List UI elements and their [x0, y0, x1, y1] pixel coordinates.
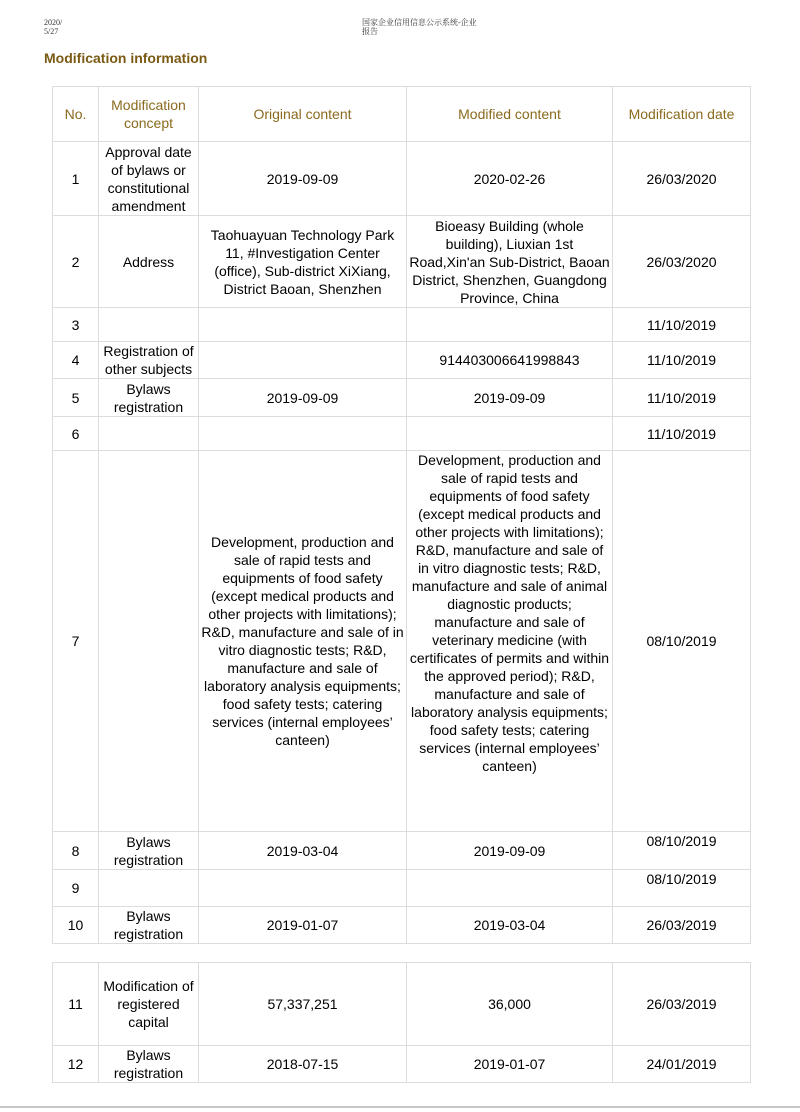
column-header-modified: Modified content	[407, 87, 613, 142]
section-title: Modification information	[44, 50, 208, 66]
cell-no: 5	[53, 379, 99, 417]
table-row	[53, 417, 751, 451]
cell-modified: 2019-09-09	[407, 832, 613, 870]
cell-modified: Development, production and sale of rapid tests and equipments of food safety (except medical products and other projects with limitations); R&D, manufacture and sale of in vitro diagnostic tests; R&D, manufacture and sale of animal diagnostic products; manufacture and sale of veterinary medicine (with certificates of permits and within the approved period); R&D, manufacture and sale of laboratory analysis equipments; food safety tests; catering services (internal employees’ canteen)	[407, 451, 613, 832]
cell-date: 08/10/2019	[613, 832, 751, 870]
cell-no: 7	[53, 451, 99, 832]
cell-original	[199, 417, 407, 451]
cell-concept: Approval date of bylaws or constitutional amendment	[99, 142, 199, 216]
modification-table	[52, 86, 751, 944]
cell-concept: Address	[99, 216, 199, 308]
column-header-no: No.	[53, 87, 99, 142]
cell-modified: 36,000	[407, 963, 613, 1046]
page-top-edge	[0, 0, 800, 14]
column-header-date: Modification date	[613, 87, 751, 142]
table-row	[53, 451, 751, 832]
cell-modified: 914403006641998843	[407, 342, 613, 379]
cell-date: 26/03/2020	[613, 142, 751, 216]
table-row	[53, 963, 751, 1046]
cell-no: 2	[53, 216, 99, 308]
cell-no: 9	[53, 870, 99, 907]
cell-date: 11/10/2019	[613, 379, 751, 417]
cell-date: 26/03/2020	[613, 216, 751, 308]
table-row	[53, 1046, 751, 1083]
report-date	[44, 18, 62, 36]
cell-concept	[99, 308, 199, 342]
cell-original	[199, 342, 407, 379]
table-row	[53, 907, 751, 944]
cell-original: 2019-03-04	[199, 832, 407, 870]
cell-date: 26/03/2019	[613, 963, 751, 1046]
cell-modified: 2019-03-04	[407, 907, 613, 944]
cell-concept	[99, 417, 199, 451]
cell-concept	[99, 451, 199, 832]
column-header-concept: Modification concept	[99, 87, 199, 142]
cell-original: 2019-09-09	[199, 379, 407, 417]
modification-table-continued	[52, 962, 751, 1083]
cell-no: 8	[53, 832, 99, 870]
cell-date: 08/10/2019	[613, 451, 751, 832]
report-header-title	[362, 18, 477, 36]
table-row	[53, 379, 751, 417]
report-date-line2: 5/27	[44, 27, 59, 36]
cell-original: 2019-01-07	[199, 907, 407, 944]
cell-no: 4	[53, 342, 99, 379]
cell-original	[199, 870, 407, 907]
cell-original: Taohuayuan Technology Park 11, #Investigation Center (office), Sub-district XiXiang, District Baoan, Shenzhen	[199, 216, 407, 308]
cell-original: Development, production and sale of rapid tests and equipments of food safety (except medical products and other projects with limitations); R&D, manufacture and sale of in vitro diagnostic tests; R&D, manufacture and sale of laboratory analysis equipments; food safety tests; catering services (internal employees’ canteen)	[199, 451, 407, 832]
cell-original: 57,337,251	[199, 963, 407, 1046]
table-row	[53, 870, 751, 907]
cell-date: 08/10/2019	[613, 870, 751, 907]
cell-modified: 2019-01-07	[407, 1046, 613, 1083]
table-row	[53, 342, 751, 379]
cell-date: 26/03/2019	[613, 907, 751, 944]
cell-no: 6	[53, 417, 99, 451]
column-header-original: Original content	[199, 87, 407, 142]
cell-concept: Bylaws registration	[99, 1046, 199, 1083]
cell-no: 10	[53, 907, 99, 944]
cell-date: 11/10/2019	[613, 342, 751, 379]
cell-concept: Bylaws registration	[99, 832, 199, 870]
cell-no: 12	[53, 1046, 99, 1083]
cell-date: 11/10/2019	[613, 308, 751, 342]
table-row	[53, 216, 751, 308]
cell-no: 1	[53, 142, 99, 216]
cell-no: 3	[53, 308, 99, 342]
cell-modified	[407, 870, 613, 907]
cell-modified: 2020-02-26	[407, 142, 613, 216]
cell-concept: Registration of other subjects	[99, 342, 199, 379]
cell-modified	[407, 417, 613, 451]
cell-original: 2019-09-09	[199, 142, 407, 216]
report-header-title-line1: 国家企业信用信息公示系统-企业	[362, 18, 477, 27]
cell-original: 2018-07-15	[199, 1046, 407, 1083]
table-row	[53, 832, 751, 870]
cell-concept: Modification of registered capital	[99, 963, 199, 1046]
cell-date: 11/10/2019	[613, 417, 751, 451]
page-bottom-divider	[0, 1106, 800, 1108]
cell-concept	[99, 870, 199, 907]
cell-modified: Bioeasy Building (whole building), Liuxian 1st Road,Xin'an Sub-District, Baoan District, Shenzhen, Guangdong Province, China	[407, 216, 613, 308]
cell-modified: 2019-09-09	[407, 379, 613, 417]
table-header-row	[53, 87, 751, 142]
cell-no: 11	[53, 963, 99, 1046]
report-header-title-line2: 报告	[362, 27, 378, 36]
cell-original	[199, 308, 407, 342]
report-date-line1: 2020/	[44, 18, 63, 27]
cell-date: 24/01/2019	[613, 1046, 751, 1083]
table-row	[53, 142, 751, 216]
table-row	[53, 308, 751, 342]
cell-concept: Bylaws registration	[99, 907, 199, 944]
cell-modified	[407, 308, 613, 342]
cell-concept: Bylaws registration	[99, 379, 199, 417]
